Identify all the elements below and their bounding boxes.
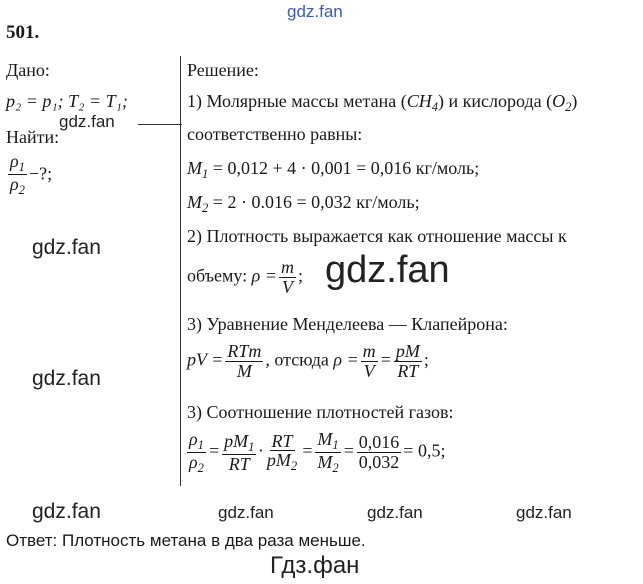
watermark-bottom-left: gdz.fan: [32, 500, 101, 523]
find-label: Найти:: [6, 127, 60, 147]
find-suffix: −?;: [28, 163, 53, 184]
step3-connector: , отсюда: [265, 349, 329, 370]
given-find-divider: [138, 124, 182, 125]
watermark-footer: Гдз.фан: [270, 552, 360, 579]
given-label: Дано:: [6, 60, 50, 80]
ratio-denominator: 0,032: [358, 451, 400, 472]
density-ratio-fraction: $\frac{\rho_1}{\rho_2}$: [10, 151, 25, 197]
watermark-top: gdz.fan: [287, 2, 343, 21]
step3-heading: 3) Уравнение Менделеева — Клапейрона:: [187, 314, 508, 334]
step2-line1: 2) Плотность выражается как отношение массы к: [187, 226, 567, 246]
m1-equation: $M_1 = 0,012 + 4 \cdot 0,001 = 0,016$ кг/моль;: [187, 158, 480, 181]
watermark-left-1: gdz.fan: [32, 236, 101, 259]
watermark-bottom-2: gdz.fan: [218, 503, 274, 522]
watermark-left-2: gdz.fan: [32, 367, 101, 390]
answer-text: Ответ: Плотность метана в два раза меньше.: [6, 531, 366, 550]
step1-text-c: ): [571, 91, 578, 111]
given-solution-divider: [180, 56, 181, 486]
watermark-bottom-4: gdz.fan: [516, 503, 572, 522]
solution-heading: Решение:: [187, 60, 259, 80]
step2-label: объему:: [187, 265, 248, 286]
step1-line2: соответственно равны:: [187, 124, 363, 144]
given-condition: p₂ = p₁; T₂ = T₁;: [6, 91, 128, 111]
m2-value: = 2 · 0.016 = 0,032 кг/моль;: [212, 192, 420, 212]
step1-text-a: 1) Молярные массы метана (: [187, 91, 407, 111]
watermark-under-given: gdz.fan: [59, 112, 115, 131]
step3-formula: pV = $\frac{\text{RTm}}{M}$ , отсюда ρ = $\frac{m}{V}$ = $\frac{pM}{RT}$ ;: [187, 341, 429, 381]
problem-number: 501.: [6, 22, 40, 43]
watermark-center-big: gdz.fan: [325, 249, 450, 291]
m2-equation: $M_2 = 2 \cdot 0.016 = 0,032$ кг/моль;: [187, 192, 420, 215]
step2-line2: объему: ρ = $\frac{m}{V}$ ;: [187, 257, 303, 297]
m1-value: = 0,012 + 4 · 0,001 = 0,016 кг/моль;: [212, 158, 480, 178]
step1-line1: 1) Молярные массы метана $(CH_4)$ и кислорода $(O_2)$: [187, 91, 578, 114]
step4-formula: $\frac{\rho_1}{\rho_2}$ = $\frac{pM_1}{RT}$ · $\frac{RT}{pM_2}$ = $\frac{M_1}{M_2}$ = $\frac{0,016}{0,032}$ = 0,5;: [189, 429, 446, 475]
ratio-result: = 0,5;: [403, 440, 446, 461]
find-expression: [6, 152, 52, 197]
ratio-numerator: 0,016: [358, 432, 400, 453]
watermark-bottom-3: gdz.fan: [367, 503, 423, 522]
step4-heading: 3) Соотношение плотностей газов:: [187, 402, 454, 422]
step1-text-b: ) и кислорода (: [438, 91, 553, 111]
